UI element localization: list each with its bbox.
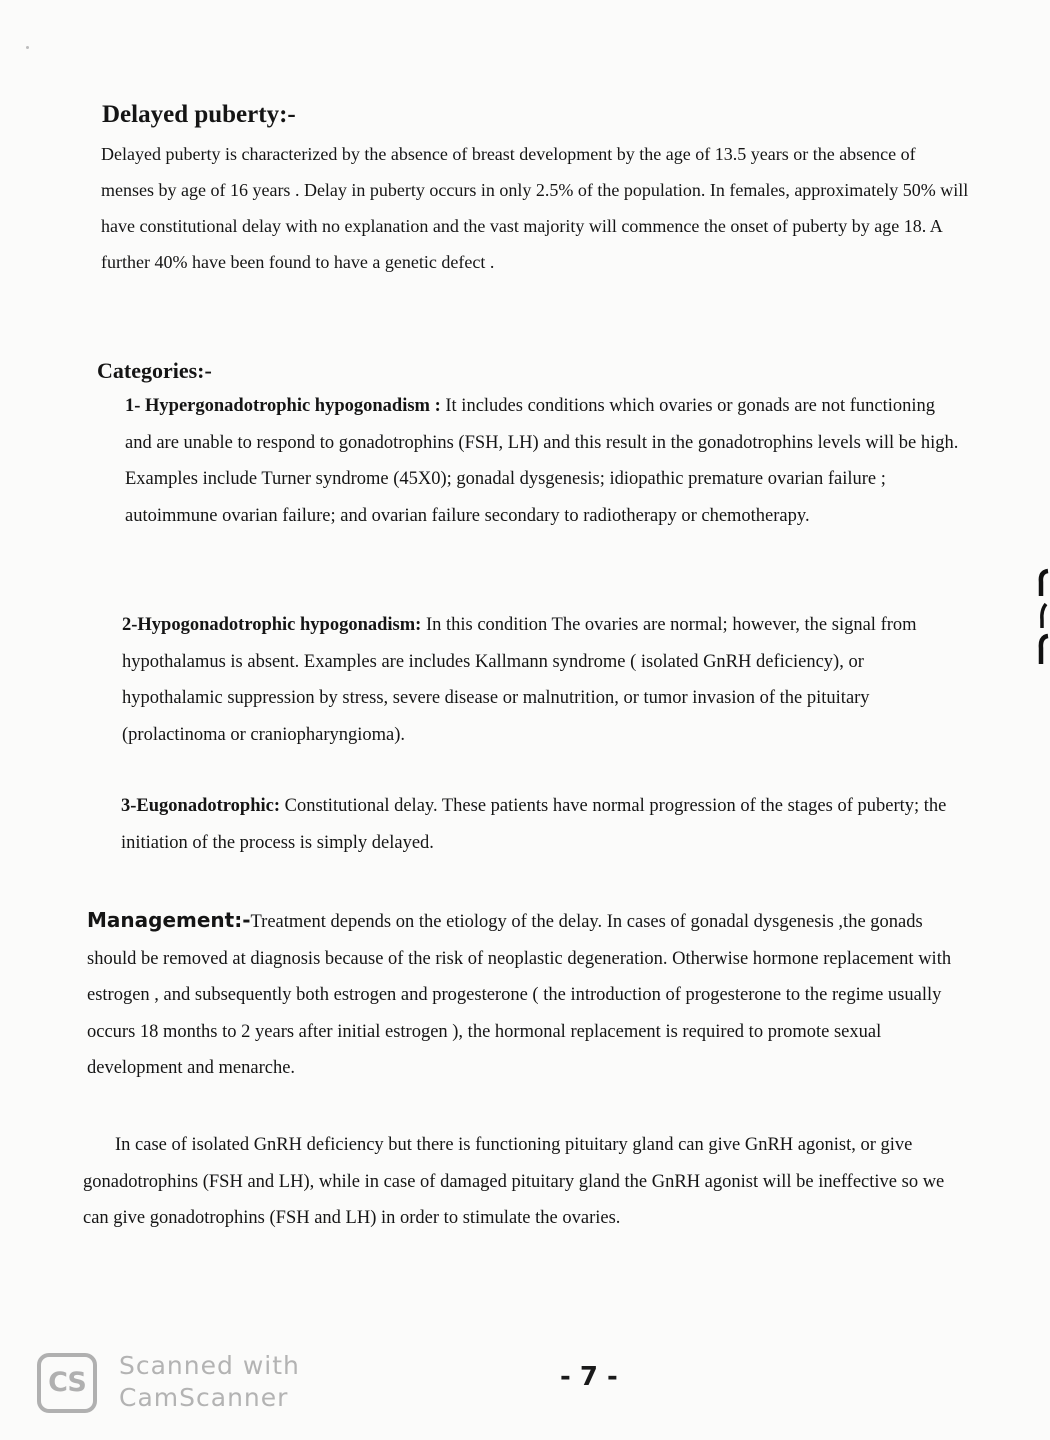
gnrh-text: In case of isolated GnRH deficiency but there is functioning pituitary gland can give GnRH agonist, or give gonadotrophins (FSH and LH), while in case of damaged pituitary gland the GnRH agonist will be ineffective so we can give gonadotrophins (FSH and LH) in order to stimulate the ovaries. xyxy=(83,1135,945,1228)
category-item-eugonadotrophic xyxy=(121,788,971,861)
category-item-hypergonadotrophic xyxy=(125,388,965,534)
watermark-text xyxy=(119,1350,300,1414)
category-term: 3-Eugonadotrophic: xyxy=(121,796,280,816)
category-term: 2-Hypogonadotrophic hypogonadism: xyxy=(122,615,422,635)
page-number: - 7 - xyxy=(560,1362,618,1392)
delayed-puberty-paragraph: Delayed puberty is characterized by the absence of breast development by the age of 13.5 years or the absence of menses by age of 16 years . Delay in puberty occurs in only 2.5% of the population. In females, approximately 50% will have constitutional delay with no explanation and the vast majority will commence the onset of puberty by age 18. A further 40% have been found to have a genetic defect . xyxy=(101,144,969,272)
watermark-line-2: CamScanner xyxy=(119,1383,289,1412)
camscanner-watermark xyxy=(37,1350,317,1420)
binding-marks xyxy=(1036,568,1050,668)
management-heading: Management:- xyxy=(87,908,251,932)
management-paragraph xyxy=(87,902,967,1087)
management-text: Treatment depends on the etiology of the delay. In cases of gonadal dysgenesis ,the gonads should be removed at diagnosis because of the risk of neoplastic degeneration. Otherwise hormone replacement with estrogen , and subsequently both estrogen and progesterone ( the introduction of progesterone to the regime usually occurs 18 months to 2 years after initial estrogen ), the hormonal replacement is required to promote sexual development and menarche. xyxy=(87,912,952,1078)
category-item-hypogonadotrophic xyxy=(122,607,962,753)
bracket-mark-bottom xyxy=(1041,636,1048,664)
category-term: 1- Hypergonadotrophic hypogonadism : xyxy=(125,396,441,416)
bracket-mark-top xyxy=(1041,571,1048,596)
category-text: In this condition The ovaries are normal; however, the signal from hypothalamus is absent. Examples are includes Kallmann syndrome ( isolated GnRH deficiency), or hypothalamic suppression by stress, severe disease or malnutrition, or tumor invasion of the pituitary (prolactinoma or craniopharyngioma). xyxy=(122,615,917,745)
watermark-line-1: Scanned with xyxy=(119,1351,300,1380)
camscanner-logo-icon: CS xyxy=(37,1353,97,1413)
bracket-mark-middle xyxy=(1042,604,1046,628)
delayed-puberty-heading: Delayed puberty:- xyxy=(102,101,296,128)
speck xyxy=(26,46,29,49)
category-text: Constitutional delay. These patients have normal progression of the stages of puberty; the initiation of the process is simply delayed. xyxy=(121,796,947,853)
categories-heading: Categories:- xyxy=(97,358,212,383)
category-text: It includes conditions which ovaries or gonads are not functioning and are unable to respond to gonadotrophins (FSH, LH) and this result in the gonadotrophins levels will be high. Examples include Turner syndrome (45X0); gonadal dysgenesis; idiopathic premature ovarian failure ; autoimmune ovarian failure; and ovarian failure secondary to radiotherapy or chemotherapy. xyxy=(125,396,959,526)
gnrh-paragraph xyxy=(83,1127,963,1237)
